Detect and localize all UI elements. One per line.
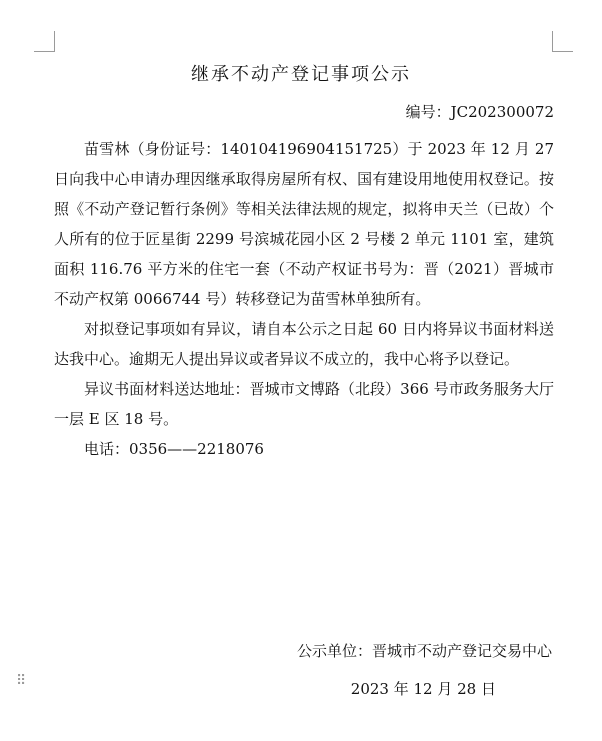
serial-number: 编号：JC202300072 (405, 103, 554, 121)
document-title: 继承不动产登记事项公示 (191, 64, 411, 85)
page-margin-corner-top-right (552, 31, 573, 52)
drag-handle-icon[interactable]: ⠿ (16, 673, 27, 689)
page-margin-corner-top-left (34, 31, 55, 52)
paragraph-phone: 电话：0356——2218076 (84, 440, 264, 458)
signature-unit: 公示单位：晋城市不动产登记交易中心 (296, 642, 552, 660)
paragraph-applicant: 苗雪林（身份证号：140104196904151725）于 2023 年 12 月 27 日向我中心申请办理因继承取得房屋所有权、国有建设用地使用权登记。按照《不动产登记暂行条例》等相关法律法规的规定，拟将申天兰（已故）个人所有的位于匠星街 2299 号滨城花园小区 2 号楼 2 单元 1101 室，建筑面积 116.76 平方米的住宅一套（不动产权证书号为：晋（2021）晋城市不动产权第 0066744 号）转移登记为苗雪林单独所有。 (54, 140, 554, 308)
signature-date: 2023 年 12 月 28 日 (350, 680, 496, 698)
document-body (54, 134, 554, 464)
paragraph-objection: 对拟登记事项如有异议，请自本公示之日起 60 日内将异议书面材料送达我中心。逾期无人提出异议或者异议不成立的，我中心将予以登记。 (54, 320, 554, 368)
paragraph-address: 异议书面材料送达地址：晋城市文博路（北段）366 号市政务服务大厅一层 E 区 18 号。 (54, 380, 554, 428)
